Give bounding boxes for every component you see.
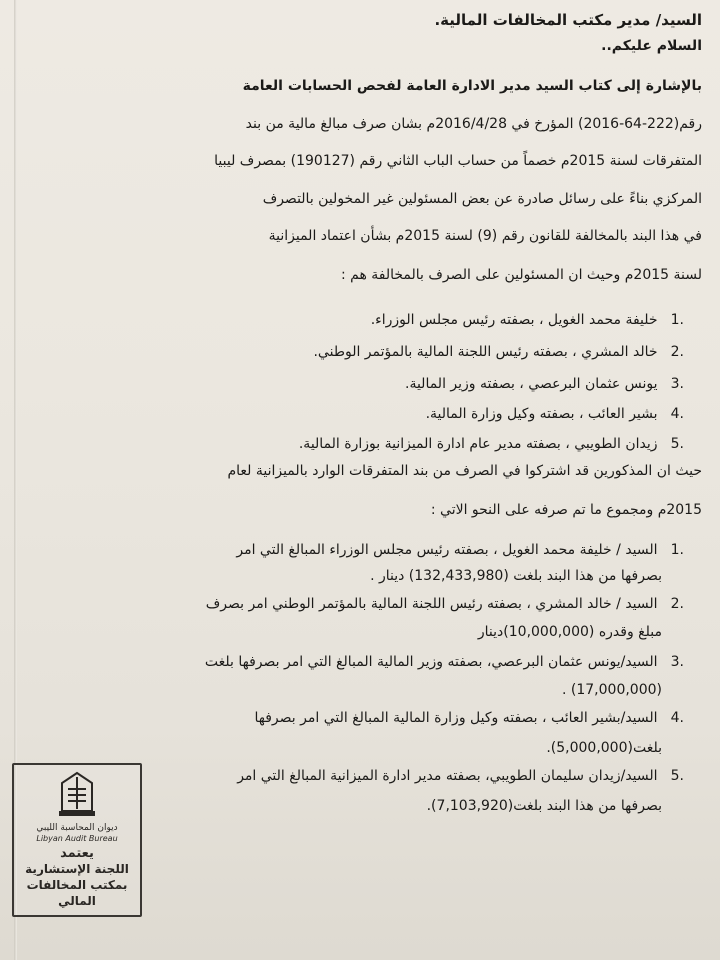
approval-stamp xyxy=(12,763,142,917)
payment-text-line-2: (17,000,000) . xyxy=(561,682,662,698)
official-text: خالد المشري ، بصفته رئيس اللجنة المالية بالمؤتمر الوطني. xyxy=(313,344,658,360)
list-number: .3 xyxy=(670,654,684,670)
official-text: زيدان الطويبي ، بصفته مدير عام ادارة الميزانية بوزارة المالية. xyxy=(298,436,658,452)
recipient-line: السيد/ مدير مكتب المخالفات المالية. xyxy=(434,11,702,29)
payment-item-5 xyxy=(237,766,684,786)
official-text: خليفة محمد الغويل ، بصفته رئيس مجلس الوزراء. xyxy=(370,312,658,328)
official-text: بشير العائب ، بصفته وكيل وزارة المالية. xyxy=(425,406,658,422)
payment-item-1 xyxy=(236,540,684,560)
list-number: .1 xyxy=(670,312,684,328)
stamp-committee-line-1: اللجنة الإستشارية xyxy=(25,862,129,876)
official-item-5 xyxy=(299,434,684,454)
stamp-committee-line-2: بمكتب المخالفات المالي xyxy=(26,878,128,908)
payment-item-2 xyxy=(206,594,684,614)
payment-text-line-1: السيد/بشير العائب ، بصفته وكيل وزارة المالية المبالغ التي امر بصرفها xyxy=(254,710,658,726)
middle-line-1: حيث ان المذكورين قد اشتركوا في الصرف من بند المتفرقات الوارد بالميزانية لعام xyxy=(227,463,702,479)
payment-text-line-2: بصرفها من هذا البند بلغت(7,103,920). xyxy=(426,798,662,814)
list-number: .2 xyxy=(670,344,684,360)
payment-text-line-1: السيد/يونس عثمان البرعصي، بصفته وزير المالية المبالغ التي امر بصرفها بلغت xyxy=(204,654,658,670)
stamp-org-english: Libyan Audit Bureau xyxy=(36,834,118,843)
payment-text-line-2: بصرفها من هذا البند بلغت (132,433,980) دينار . xyxy=(370,568,662,584)
list-number: .5 xyxy=(670,768,684,784)
intro-line-2: رقم(222-64-2016) المؤرخ في 2016/4/28م بشان صرف مبالغ مالية من بند xyxy=(245,116,702,132)
intro-line-1: بالإشارة إلى كتاب السيد مدير الادارة العامة لفحص الحسابات العامة xyxy=(242,78,702,94)
list-number: .4 xyxy=(670,406,684,422)
intro-line-3: المتفرقات لسنة 2015م خصماً من حساب الباب الثاني رقم (190127) بمصرف ليبيا xyxy=(214,153,702,169)
list-number: .5 xyxy=(670,436,684,452)
official-item-4 xyxy=(426,404,684,424)
official-item-2 xyxy=(313,342,684,362)
payment-text-line-1: السيد / خليفة محمد الغويل ، بصفته رئيس مجلس الوزراء المبالغ التي امر xyxy=(236,542,658,558)
intro-line-5: في هذا البند بالمخالفة للقانون رقم (9) لسنة 2015م بشأن اعتماد الميزانية xyxy=(268,228,702,244)
payment-item-3 xyxy=(205,652,684,672)
stamp-approved-label: يعتمد xyxy=(60,846,94,861)
payment-text-line-1: السيد/زيدان سليمان الطويبي، بصفته مدير ادارة الميزانية المبالغ التي امر xyxy=(237,768,658,784)
list-number: .2 xyxy=(670,596,684,612)
payment-text-line-2: مبلغ وقدره (10,000,000)دينار xyxy=(477,624,662,640)
greeting-line: السلام عليكم.. xyxy=(601,38,702,54)
payment-text-line-1: السيد / خالد المشري ، بصفته رئيس اللجنة المالية بالمؤتمر الوطني امر بصرف xyxy=(205,596,658,612)
payment-text-line-2: بلغت(5,000,000). xyxy=(546,740,662,756)
list-number: .3 xyxy=(670,376,684,392)
official-item-3 xyxy=(405,374,684,394)
stamp-org-arabic: ديوان المحاسبة الليبي xyxy=(36,823,118,833)
audit-bureau-logo-icon xyxy=(14,771,140,819)
intro-line-4: المركزي بناءً على رسائل صادرة عن بعض المسئولين غير المخولين بالتصرف xyxy=(262,191,702,207)
official-item-1 xyxy=(371,310,684,330)
list-number: .1 xyxy=(670,542,684,558)
official-text: يونس عثمان البرعصي ، بصفته وزير المالية. xyxy=(405,376,658,392)
middle-line-2: 2015م ومجموع ما تم صرفه على النحو الاتي : xyxy=(430,502,702,518)
payment-item-4 xyxy=(255,708,684,728)
list-number: .4 xyxy=(670,710,684,726)
intro-line-6: لسنة 2015م وحيث ان المسئولين على الصرف بالمخالفة هم : xyxy=(340,267,702,283)
